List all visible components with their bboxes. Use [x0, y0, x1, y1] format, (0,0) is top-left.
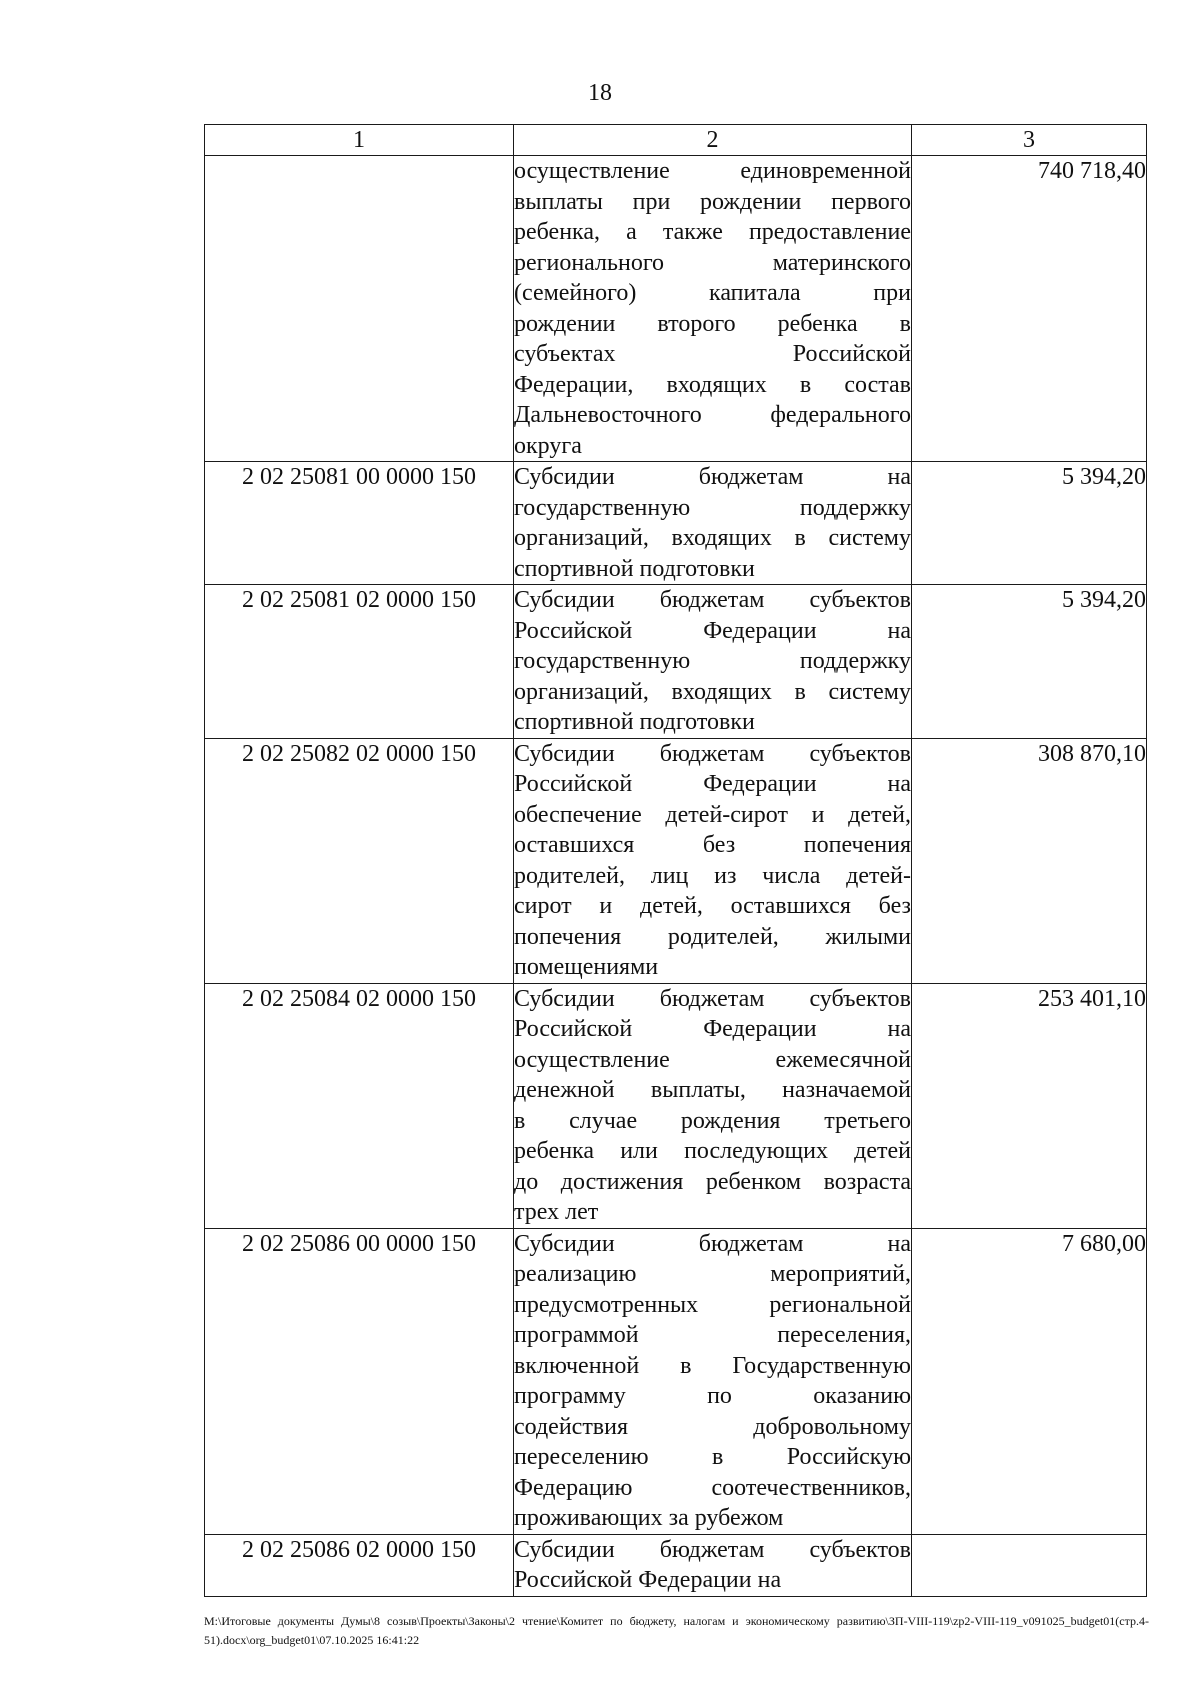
- description-line: организаций, входящих в систему: [514, 678, 911, 705]
- description-line: обеспечение детей-сирот и детей,: [514, 801, 911, 828]
- description-line: субъектах Российской: [514, 341, 911, 367]
- description-line: оставшихся без попечения: [514, 832, 911, 858]
- description-line: округа: [514, 432, 582, 459]
- description-line: в случае рождения третьего: [514, 1107, 911, 1134]
- table-row: [205, 156, 1147, 462]
- table-header-row: [205, 125, 1147, 156]
- description-cell: [514, 462, 912, 585]
- description-line: Российской Федерации на: [514, 771, 911, 797]
- description-line: Российской Федерации на: [514, 1567, 782, 1593]
- description-line: Дальневосточного федерального: [514, 402, 911, 428]
- description-line: Федерации, входящих в состав: [514, 371, 911, 398]
- description-line: реализацию мероприятий,: [514, 1261, 911, 1287]
- budget-code-cell: [205, 156, 514, 462]
- description-line: денежной выплаты, назначаемой: [514, 1077, 911, 1103]
- document-path-footer: M:\Итоговые документы Думы\8 созыв\Проекты\Законы\2 чтение\Комитет по бюджету, налогам и экономическому развитию\ЗП-VIII-119\zp2-VIII-119_v091025_budget01(стр.4-51).docx\org_budget01\07.10.2025 16:41:22: [204, 1614, 1149, 1647]
- table-row: [205, 983, 1147, 1228]
- description-line: ребенка, а также предоставление: [514, 219, 911, 245]
- page-number: 18: [588, 80, 612, 106]
- description-line: проживающих за рубежом: [514, 1505, 784, 1531]
- description-cell: [514, 1534, 912, 1596]
- column-header-1: 1: [205, 125, 514, 156]
- description-line: Субсидии бюджетам на: [514, 1230, 911, 1257]
- table-row: [205, 1228, 1147, 1534]
- description-line: попечения родителей, жилыми: [514, 923, 911, 950]
- amount-cell: [912, 1534, 1147, 1596]
- description-cell: [514, 1228, 912, 1534]
- amount-cell: 253 401,10: [912, 983, 1147, 1228]
- budget-code-cell: 2 02 25082 02 0000 150: [205, 738, 514, 983]
- budget-code-cell: 2 02 25086 00 0000 150: [205, 1228, 514, 1534]
- description-line: выплаты при рождении первого: [514, 188, 911, 215]
- description-line: осуществление единовременной: [514, 158, 911, 184]
- description-line: трех лет: [514, 1199, 599, 1225]
- amount-cell: 5 394,20: [912, 462, 1147, 585]
- description-line: до достижения ребенком возраста: [514, 1168, 911, 1195]
- table-row: [205, 462, 1147, 585]
- description-line: программу по оказанию: [514, 1383, 911, 1409]
- column-header-3: 3: [912, 125, 1147, 156]
- description-line: ребенка или последующих детей: [514, 1138, 911, 1164]
- description-line: организаций, входящих в систему: [514, 525, 911, 551]
- description-line: рождении второго ребенка в: [514, 310, 911, 337]
- description-line: переселению в Российскую: [514, 1444, 911, 1470]
- description-cell: [514, 983, 912, 1228]
- budget-code-cell: 2 02 25081 02 0000 150: [205, 585, 514, 739]
- description-line: Субсидии бюджетам на: [514, 464, 911, 490]
- description-line: программой переселения,: [514, 1322, 911, 1348]
- description-line: Субсидии бюджетам субъектов: [514, 1536, 911, 1563]
- description-cell: [514, 585, 912, 739]
- description-line: Федерацию соотечественников,: [514, 1474, 911, 1501]
- description-line: Российской Федерации на: [514, 617, 911, 644]
- description-line: (семейного) капитала при: [514, 280, 911, 306]
- budget-code-cell: 2 02 25081 00 0000 150: [205, 462, 514, 585]
- description-line: государственную поддержку: [514, 648, 911, 674]
- budget-code-cell: 2 02 25084 02 0000 150: [205, 983, 514, 1228]
- description-line: осуществление ежемесячной: [514, 1046, 911, 1073]
- description-line: Российской Федерации на: [514, 1016, 911, 1042]
- description-line: сирот и детей, оставшихся без: [514, 893, 911, 919]
- description-line: Субсидии бюджетам субъектов: [514, 985, 911, 1012]
- description-line: Субсидии бюджетам субъектов: [514, 587, 911, 613]
- description-line: предусмотренных региональной: [514, 1291, 911, 1318]
- description-line: содействия добровольному: [514, 1413, 911, 1440]
- budget-code-cell: 2 02 25086 02 0000 150: [205, 1534, 514, 1596]
- description-line: Субсидии бюджетам субъектов: [514, 740, 911, 767]
- amount-cell: 740 718,40: [912, 156, 1147, 462]
- budget-table: [204, 124, 1147, 1597]
- amount-cell: 5 394,20: [912, 585, 1147, 739]
- table-row: [205, 1534, 1147, 1596]
- amount-cell: 308 870,10: [912, 738, 1147, 983]
- description-line: спортивной подготовки: [514, 555, 755, 582]
- description-line: государственную поддержку: [514, 494, 911, 521]
- amount-cell: 7 680,00: [912, 1228, 1147, 1534]
- description-line: помещениями: [514, 954, 659, 980]
- description-line: родителей, лиц из числа детей-: [514, 862, 911, 889]
- column-header-2: 2: [514, 125, 912, 156]
- table-body: [205, 156, 1147, 1597]
- description-line: регионального материнского: [514, 249, 911, 276]
- description-cell: [514, 156, 912, 462]
- table-row: [205, 585, 1147, 739]
- description-cell: [514, 738, 912, 983]
- description-line: включенной в Государственную: [514, 1352, 911, 1379]
- description-line: спортивной подготовки: [514, 709, 755, 735]
- table-row: [205, 738, 1147, 983]
